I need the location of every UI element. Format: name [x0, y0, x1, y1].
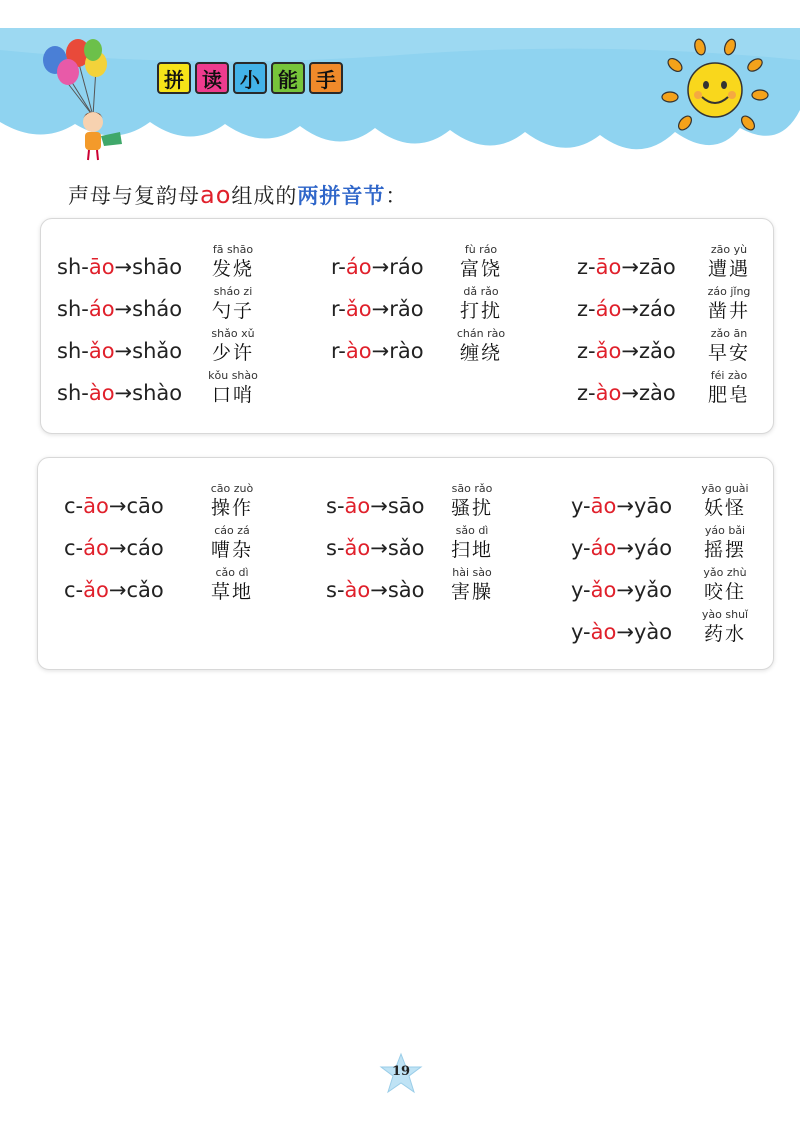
example-word [205, 327, 261, 365]
word-pinyin: sháo zi [213, 285, 253, 298]
word-hanzi: 肥皂 [707, 384, 750, 406]
syllable-entry [326, 480, 586, 522]
initial: r- [331, 255, 346, 279]
syllable: cāo [126, 494, 164, 518]
initial: r- [331, 339, 346, 363]
word-pinyin: záo jǐng [707, 285, 751, 298]
example-word [453, 327, 509, 365]
word-pinyin: sǎo dì [455, 524, 489, 537]
word-pinyin: shǎo xǔ [211, 327, 255, 340]
final: ǎo [88, 339, 115, 363]
initial: c- [64, 578, 84, 602]
arrow: → [621, 297, 639, 321]
syllable-entry [64, 480, 324, 522]
title-char-5: 手 [309, 62, 343, 94]
word-pinyin: yáo bǎi [704, 524, 746, 537]
word-pinyin: cāo zuò [210, 482, 254, 495]
spelling-formula [326, 494, 425, 518]
initial: sh- [57, 339, 89, 363]
syllable-entry [577, 241, 800, 283]
final: ào [590, 620, 617, 644]
word-pinyin: fā shāo [212, 243, 254, 256]
initial: s- [326, 536, 345, 560]
syllable-entry [57, 241, 317, 283]
word-pinyin: zāo yù [710, 243, 748, 256]
final: áo [590, 536, 617, 560]
word-hanzi: 凿井 [707, 300, 750, 322]
syllable: sǎo [387, 536, 425, 560]
example-word [444, 524, 500, 562]
arrow: → [371, 339, 390, 363]
word-hanzi: 害臊 [450, 581, 493, 603]
word-hanzi: 发烧 [211, 258, 254, 280]
initial: sh- [57, 381, 89, 405]
example-word [205, 285, 261, 323]
initial: y- [571, 578, 591, 602]
final: ǎo [345, 297, 372, 321]
example-word [204, 482, 260, 520]
initial: y- [571, 536, 591, 560]
arrow: → [114, 255, 133, 279]
arrow: → [371, 255, 390, 279]
syllable-entry [326, 522, 586, 564]
syllable: sháo [132, 297, 183, 321]
example-word [697, 524, 753, 562]
final: áo [88, 297, 115, 321]
final: āo [344, 494, 371, 518]
syllable-entry [326, 564, 586, 606]
word-pinyin: dǎ rǎo [463, 285, 499, 298]
initial: s- [326, 494, 345, 518]
word-pinyin: sāo rǎo [451, 482, 493, 495]
initial: sh- [57, 297, 89, 321]
final: āo [83, 494, 109, 518]
syllable-entry [571, 564, 800, 606]
arrow: → [370, 536, 388, 560]
word-pinyin: fù ráo [464, 243, 498, 256]
arrow: → [616, 536, 634, 560]
example-word [697, 608, 753, 646]
section-title [157, 62, 343, 94]
initial: y- [571, 620, 591, 644]
word-hanzi: 早安 [707, 342, 750, 364]
spelling-formula [571, 494, 672, 518]
arrow: → [621, 381, 639, 405]
syllable-entry [64, 564, 324, 606]
intro-part1: 声母与复韵母 [68, 184, 200, 208]
spelling-formula [64, 536, 164, 560]
arrow: → [616, 494, 634, 518]
title-char-2: 读 [195, 62, 229, 94]
example-word [453, 243, 509, 281]
word-hanzi: 操作 [210, 497, 253, 519]
intro-sentence [68, 180, 407, 210]
arrow: → [114, 339, 133, 363]
arrow: → [371, 297, 390, 321]
arrow: → [621, 339, 639, 363]
syllable: yāo [633, 494, 673, 518]
final: ào [88, 381, 115, 405]
syllable-entry [577, 325, 800, 367]
intro-part2: 组成的 [231, 184, 298, 208]
sun-icon [660, 35, 770, 145]
spelling-formula [571, 536, 672, 560]
balloon-girl-icon [38, 38, 148, 168]
example-word [204, 566, 260, 604]
spelling-formula [577, 339, 676, 363]
intro-colon: ： [385, 184, 408, 208]
word-pinyin: hài sào [452, 566, 492, 579]
final: ǎo [83, 578, 109, 602]
arrow: → [616, 620, 634, 644]
final: ào [345, 339, 372, 363]
word-hanzi: 草地 [210, 581, 253, 603]
initial: s- [326, 578, 345, 602]
example-word [453, 285, 509, 323]
word-pinyin: kǒu shào [208, 369, 258, 382]
syllable: rǎo [389, 297, 424, 321]
initial: z- [577, 297, 596, 321]
final: áo [595, 297, 622, 321]
syllable-entry [57, 283, 317, 325]
arrow: → [621, 255, 639, 279]
syllable: shāo [132, 255, 183, 279]
syllable-entry [577, 367, 800, 409]
word-pinyin: yāo guài [701, 482, 749, 495]
syllable-entry [331, 283, 591, 325]
word-pinyin: cǎo dì [215, 566, 249, 579]
word-hanzi: 骚扰 [450, 497, 493, 519]
intro-final: ao [200, 181, 232, 209]
syllable: yáo [633, 536, 673, 560]
syllable-entry [577, 283, 800, 325]
syllable: rào [389, 339, 424, 363]
spelling-formula [577, 297, 676, 321]
example-word [697, 482, 753, 520]
final: áo [83, 536, 109, 560]
arrow: → [108, 578, 127, 602]
syllable-entry [571, 480, 800, 522]
spelling-formula [571, 620, 672, 644]
syllable-panel-2 [37, 457, 774, 670]
example-word [444, 566, 500, 604]
syllable-entry [571, 522, 800, 564]
word-hanzi: 遭遇 [707, 258, 750, 280]
page-number: 19 [391, 1064, 411, 1079]
title-char-1: 拼 [157, 62, 191, 94]
syllable: yào [633, 620, 673, 644]
word-hanzi: 妖怪 [703, 497, 746, 519]
title-char-3: 小 [233, 62, 267, 94]
syllable-entry [57, 325, 317, 367]
syllable: zāo [638, 255, 676, 279]
example-word [701, 369, 757, 407]
spelling-formula [326, 578, 425, 602]
word-hanzi: 嘈杂 [210, 539, 253, 561]
syllable: cáo [126, 536, 164, 560]
syllable: cǎo [126, 578, 164, 602]
spelling-formula [57, 255, 182, 279]
word-hanzi: 摇摆 [703, 539, 746, 561]
initial: z- [577, 255, 596, 279]
word-hanzi: 富饶 [459, 258, 502, 280]
final: ào [595, 381, 622, 405]
syllable: shǎo [132, 339, 183, 363]
final: áo [345, 255, 372, 279]
final: āo [595, 255, 622, 279]
spelling-formula [331, 255, 424, 279]
initial: r- [331, 297, 346, 321]
word-pinyin: zǎo ān [710, 327, 748, 340]
syllable: ráo [389, 255, 424, 279]
intro-highlight: 两拼音节 [297, 184, 386, 208]
initial: c- [64, 494, 84, 518]
example-word [697, 566, 753, 604]
arrow: → [370, 578, 388, 602]
syllable-entry [571, 606, 800, 648]
syllable: záo [638, 297, 676, 321]
final: ào [344, 578, 371, 602]
title-char-4: 能 [271, 62, 305, 94]
spelling-formula [57, 297, 182, 321]
word-hanzi: 少许 [211, 342, 254, 364]
spelling-formula [326, 536, 425, 560]
word-pinyin: yǎo zhù [703, 566, 747, 579]
word-hanzi: 扫地 [450, 539, 493, 561]
example-word [204, 524, 260, 562]
syllable: sào [387, 578, 425, 602]
final: ǎo [595, 339, 622, 363]
final: ǎo [590, 578, 617, 602]
syllable-entry [57, 367, 317, 409]
syllable: yǎo [633, 578, 673, 602]
spelling-formula [64, 578, 164, 602]
final: āo [88, 255, 115, 279]
arrow: → [114, 297, 133, 321]
arrow: → [370, 494, 388, 518]
example-word [205, 243, 261, 281]
word-hanzi: 勺子 [211, 300, 254, 322]
arrow: → [114, 381, 133, 405]
word-hanzi: 药水 [703, 623, 746, 645]
syllable-panel-1 [40, 218, 774, 434]
syllable-entry [331, 241, 591, 283]
word-pinyin: cáo zá [214, 524, 250, 537]
initial: c- [64, 536, 84, 560]
initial: z- [577, 381, 596, 405]
syllable: zǎo [638, 339, 676, 363]
example-word [701, 243, 757, 281]
syllable: sāo [387, 494, 425, 518]
arrow: → [108, 494, 127, 518]
page-number-badge [378, 1052, 424, 1096]
syllable: shào [132, 381, 183, 405]
spelling-formula [577, 381, 676, 405]
initial: sh- [57, 255, 89, 279]
word-hanzi: 口哨 [211, 384, 254, 406]
example-word [701, 285, 757, 323]
syllable: zào [638, 381, 676, 405]
syllable-entry [331, 325, 591, 367]
spelling-formula [57, 381, 182, 405]
word-pinyin: yào shuǐ [701, 608, 749, 621]
word-hanzi: 打扰 [459, 300, 502, 322]
word-hanzi: 咬住 [703, 581, 746, 603]
final: āo [590, 494, 617, 518]
initial: z- [577, 339, 596, 363]
example-word [701, 327, 757, 365]
word-pinyin: féi zào [710, 369, 748, 382]
syllable-entry [64, 522, 324, 564]
spelling-formula [331, 297, 424, 321]
initial: y- [571, 494, 591, 518]
word-hanzi: 缠绕 [459, 342, 502, 364]
spelling-formula [57, 339, 182, 363]
spelling-formula [331, 339, 424, 363]
spelling-formula [571, 578, 672, 602]
arrow: → [616, 578, 634, 602]
example-word [444, 482, 500, 520]
arrow: → [108, 536, 127, 560]
example-word [205, 369, 261, 407]
spelling-formula [577, 255, 676, 279]
header-banner [0, 0, 800, 175]
word-pinyin: chán rào [456, 327, 506, 340]
spelling-formula [64, 494, 164, 518]
final: ǎo [344, 536, 371, 560]
